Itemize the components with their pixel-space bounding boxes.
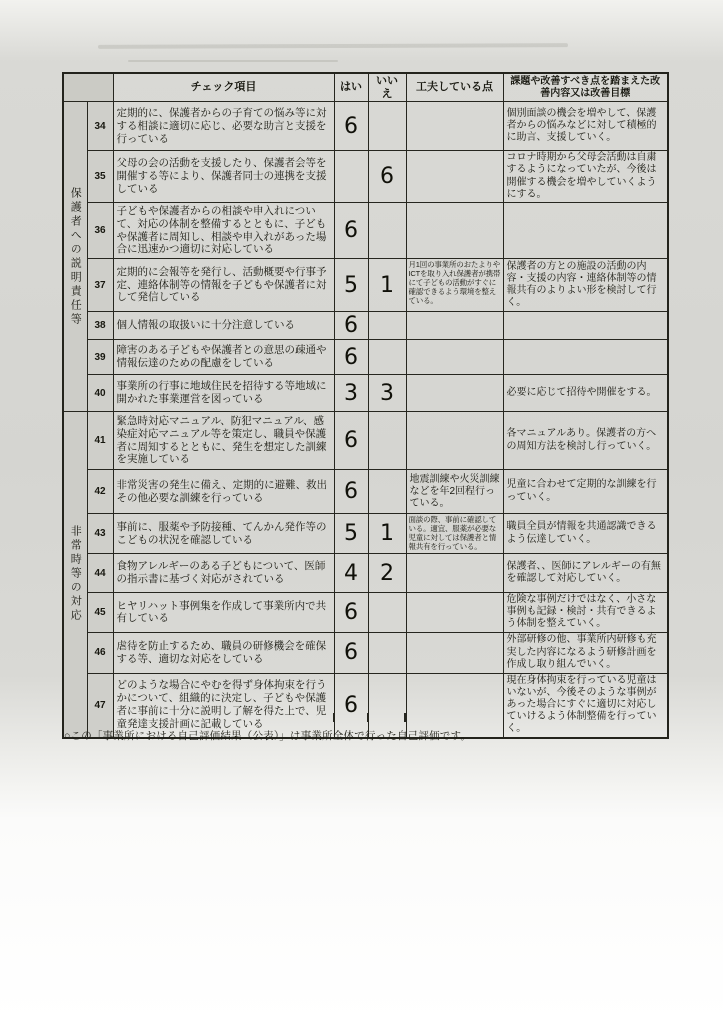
- scan-line-artifact: [404, 713, 406, 722]
- check-item-cell: 緊急時対応マニュアル、防犯マニュアル、感染症対応マニュアル等を策定し、職員や保護者に周知するとともに、発生を想定した訓練を実施している: [113, 412, 334, 470]
- row-number: 44: [87, 554, 113, 593]
- improvement-cell: 危険な事例だけではなく、小さな事例も記録・検討・共有できるよう体制を整えていく。: [503, 593, 668, 633]
- footnote-text: ○この「事業所における自己評価結果（公表）」は事業所全体で行った自己評価です。: [64, 730, 472, 742]
- row-number: 40: [87, 375, 113, 412]
- improvement-cell: 個別面談の機会を増やして、保護者からの悩みなどに対して積極的に助言、支援していく。: [503, 102, 668, 151]
- check-item-cell: 定期的に会報等を発行し、活動概要や行事予定、連絡体制等の情報を子どもや保護者に対して発信している: [113, 259, 334, 312]
- improvement-cell: コロナ時期から父母会活動は自粛するようになっていたが、今後は開催する機会を増やしていくようにする。: [503, 151, 668, 203]
- improvement-cell: 現在身体拘束を行っている児童はいないが、今後そのような事例があった場合にすぐに適切に対応していけるよう体制整備を行っていく。: [503, 673, 668, 737]
- header-yes: はい: [334, 73, 368, 102]
- table-row: [63, 340, 668, 375]
- yes-count-cell: 5: [334, 514, 368, 554]
- table-header-row: [63, 73, 668, 102]
- no-count-cell: [368, 412, 406, 470]
- header-corner-cell: [63, 73, 113, 102]
- improvement-cell: [503, 340, 668, 375]
- scan-streak: [98, 43, 568, 49]
- yes-count-cell: 6: [334, 593, 368, 633]
- check-item-cell: 個人情報の取扱いに十分注意している: [113, 312, 334, 340]
- table-row: [63, 514, 668, 554]
- yes-count-cell: 6: [334, 203, 368, 259]
- row-number: 38: [87, 312, 113, 340]
- devised-point-cell: [406, 151, 503, 203]
- no-count-cell: [368, 340, 406, 375]
- yes-count-cell: 4: [334, 554, 368, 593]
- no-count-cell: 2: [368, 554, 406, 593]
- check-item-cell: 虐待を防止するため、職員の研修機会を確保する等、適切な対応をしている: [113, 632, 334, 673]
- table-row: [63, 632, 668, 673]
- row-number: 47: [87, 673, 113, 737]
- improvement-cell: 必要に応じて招待や開催をする。: [503, 375, 668, 412]
- improvement-cell: [503, 312, 668, 340]
- devised-point-cell: [406, 340, 503, 375]
- devised-point-cell: [406, 312, 503, 340]
- no-count-cell: 1: [368, 514, 406, 554]
- table-row: [63, 412, 668, 470]
- self-evaluation-table: [62, 72, 669, 739]
- devised-point-cell: [406, 375, 503, 412]
- check-item-cell: 事前に、服薬や予防接種、てんかん発作等のこどもの状況を確認している: [113, 514, 334, 554]
- row-number: 45: [87, 593, 113, 633]
- table-row: [63, 259, 668, 312]
- improvement-cell: 各マニュアルあり。保護者の方への周知方法を検討し行っていく。: [503, 412, 668, 470]
- devised-point-cell: 地震訓練や火災訓練などを年2回程行っている。: [406, 470, 503, 514]
- check-item-cell: どのような場合にやむを得ず身体拘束を行うかについて、組織的に決定し、子どもや保護者に事前に十分に説明し了解を得た上で、児童発達支援計画に記載している: [113, 673, 334, 737]
- scan-line-artifact: [367, 713, 369, 722]
- devised-point-cell: [406, 102, 503, 151]
- improvement-cell: 保護者、、医師にアレルギーの有無を確認して対応していく。: [503, 554, 668, 593]
- yes-count-cell: 6: [334, 312, 368, 340]
- yes-count-cell: 6: [334, 470, 368, 514]
- yes-count-cell: 6: [334, 632, 368, 673]
- table-row: [63, 593, 668, 633]
- scan-streak: [128, 60, 338, 62]
- table-row: [63, 151, 668, 203]
- devised-point-cell: 月1回の事業所のおたよりやICTを取り入れ保護者が携帯にて子どもの活動がすぐに確認できるよう環境を整えている。: [406, 259, 503, 312]
- yes-count-cell: 6: [334, 340, 368, 375]
- no-count-cell: [368, 203, 406, 259]
- row-number: 41: [87, 412, 113, 470]
- check-item-cell: 子どもや保護者からの相談や申入れについて、対応の体制を整備するとともに、子どもや保護者に周知し、相談や申入れがあった場合に迅速かつ適切に対応している: [113, 203, 334, 259]
- yes-count-cell: 5: [334, 259, 368, 312]
- no-count-cell: 1: [368, 259, 406, 312]
- row-number: 36: [87, 203, 113, 259]
- scan-line-artifact: [333, 713, 335, 722]
- row-number: 34: [87, 102, 113, 151]
- table-row: [63, 102, 668, 151]
- header-improvement: 課題や改善すべき点を踏まえた改善内容又は改善目標: [503, 73, 668, 102]
- no-count-cell: [368, 593, 406, 633]
- table-row: [63, 554, 668, 593]
- no-count-cell: [368, 632, 406, 673]
- devised-point-cell: 面談の際、事前に確認している。適宜、服薬が必要な児童に対しては保護者と情報共有を行っている。: [406, 514, 503, 554]
- table-row: [63, 203, 668, 259]
- improvement-cell: 児童に合わせて定期的な訓練を行っていく。: [503, 470, 668, 514]
- group-label-emergency: 非常時等の対応: [63, 412, 87, 738]
- row-number: 37: [87, 259, 113, 312]
- row-number: 35: [87, 151, 113, 203]
- check-item-cell: 非常災害の発生に備え、定期的に避難、救出その他必要な訓練を行っている: [113, 470, 334, 514]
- row-number: 39: [87, 340, 113, 375]
- row-number: 42: [87, 470, 113, 514]
- yes-count-cell: 3: [334, 375, 368, 412]
- devised-point-cell: [406, 554, 503, 593]
- header-check-item: チェック項目: [113, 73, 334, 102]
- check-item-cell: 障害のある子どもや保護者との意思の疎通や情報伝達のための配慮をしている: [113, 340, 334, 375]
- no-count-cell: 3: [368, 375, 406, 412]
- devised-point-cell: [406, 203, 503, 259]
- improvement-cell: [503, 203, 668, 259]
- no-count-cell: [368, 312, 406, 340]
- yes-count-cell: 6: [334, 673, 368, 737]
- check-item-cell: 父母の会の活動を支援したり、保護者会等を開催する等により、保護者同士の連携を支援している: [113, 151, 334, 203]
- header-devised: 工夫している点: [406, 73, 503, 102]
- improvement-cell: 保護者の方との施設の活動の内容・支援の内容・連絡体制等の情報共有のよりよい形を検討して行く。: [503, 259, 668, 312]
- devised-point-cell: [406, 412, 503, 470]
- no-count-cell: [368, 102, 406, 151]
- yes-count-cell: 6: [334, 102, 368, 151]
- check-item-cell: 食物アレルギーのある子どもについて、医師の指示書に基づく対応がされている: [113, 554, 334, 593]
- table-row: [63, 375, 668, 412]
- devised-point-cell: [406, 593, 503, 633]
- group-label-accountability: 保護者への説明責任等: [63, 102, 87, 412]
- improvement-cell: 職員全員が情報を共通認識できるよう伝達していく。: [503, 514, 668, 554]
- devised-point-cell: [406, 632, 503, 673]
- check-item-cell: ヒヤリハット事例集を作成して事業所内で共有している: [113, 593, 334, 633]
- check-item-cell: 事業所の行事に地域住民を招待する等地域に開かれた事業運営を図っている: [113, 375, 334, 412]
- improvement-cell: 外部研修の他、事業所内研修も充実した内容になるよう研修計画を作成し取り組んでいく。: [503, 632, 668, 673]
- row-number: 46: [87, 632, 113, 673]
- table-row: [63, 470, 668, 514]
- yes-count-cell: [334, 151, 368, 203]
- no-count-cell: [368, 470, 406, 514]
- no-count-cell: 6: [368, 151, 406, 203]
- table-row: [63, 312, 668, 340]
- yes-count-cell: 6: [334, 412, 368, 470]
- header-no: いいえ: [368, 73, 406, 102]
- check-item-cell: 定期的に、保護者からの子育ての悩み等に対する相談に適切に応じ、必要な助言と支援を行っている: [113, 102, 334, 151]
- row-number: 43: [87, 514, 113, 554]
